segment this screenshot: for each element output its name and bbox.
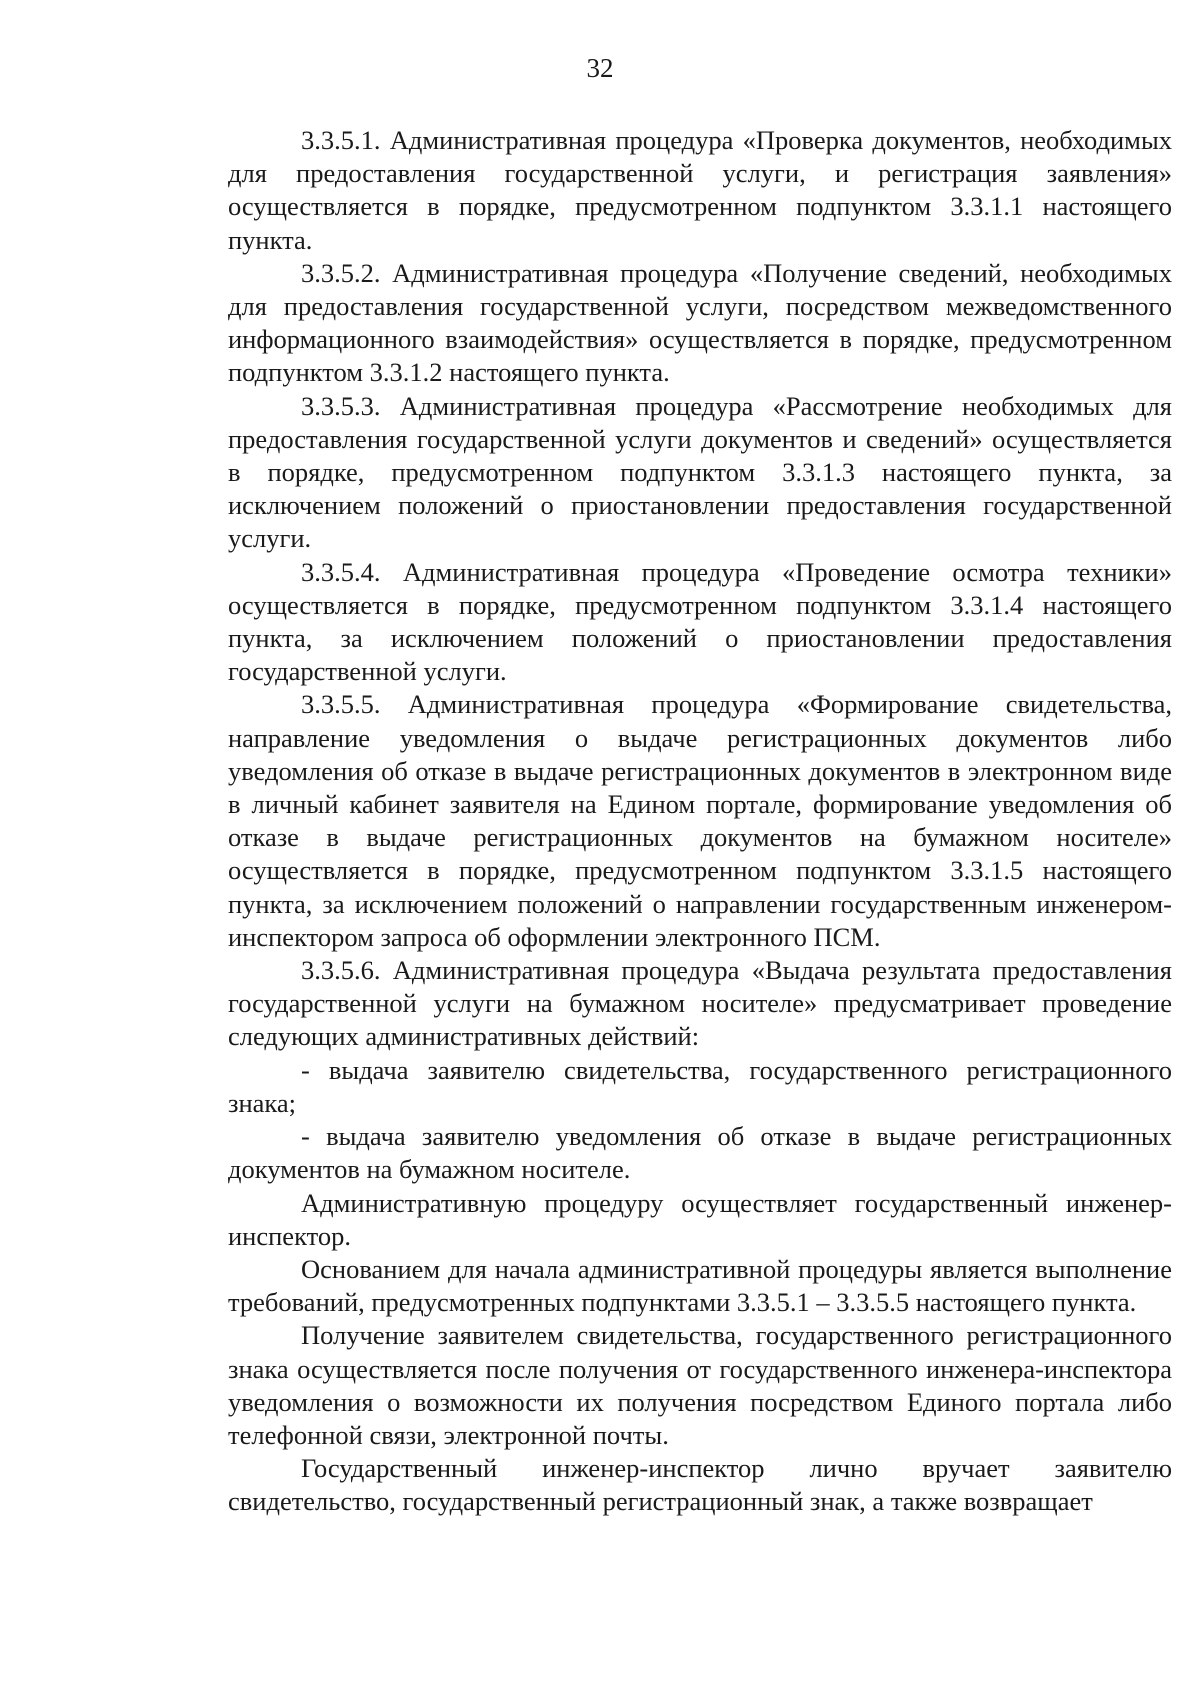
paragraph-personal-handover: Государственный инженер-инспектор лично вручает заявителю свидетельство, государственный регистрационный знак, а также возвращает	[228, 1453, 1172, 1517]
paragraph-3-3-5-4: 3.3.5.4. Административная процедура «Проведение осмотра техники» осуществляется в порядке, предусмотренном подпунктом 3.3.1.4 настоящего пункта, за исключением положений о приостановлении предоставления государственной услуги.	[228, 556, 1172, 687]
paragraph-3-3-5-2: 3.3.5.2. Административная процедура «Получение сведений, необходимых для предоставления государственной услуги, посредством межведомственного информационного взаимодействия» осуществляется в порядке, предусмотренном подпунктом 3.3.1.2 настоящего пункта.	[228, 257, 1172, 388]
paragraph-procedure-performer: Административную процедуру осуществляет государственный инженер-инспектор.	[228, 1187, 1172, 1251]
paragraph-3-3-5-5: 3.3.5.5. Административная процедура «Формирование свидетельства, направление уведомления о выдаче регистрационных документов либо уведомления об отказе в выдаче регистрационных документов в электронном виде в личный кабинет заявителя на Едином портале, формирование уведомления об отказе в выдаче регистрационных документов на бумажном носителе» осуществляется в порядке, предусмотренном подпунктом 3.3.1.5 настоящего пункта, за исключением положений о направлении государственным инженером-инспектором запроса об оформлении электронного ПСМ.	[228, 689, 1172, 952]
paragraph-3-3-5-6: 3.3.5.6. Административная процедура «Выдача результата предоставления государственной услуги на бумажном носителе» предусматривает проведение следующих административных действий:	[228, 955, 1172, 1052]
page-number: 32	[586, 53, 614, 83]
list-item-issue-refusal: - выдача заявителю уведомления об отказе в выдаче регистрационных документов на бумажном носителе.	[228, 1121, 1172, 1185]
paragraph-3-3-5-1: 3.3.5.1. Административная процедура «Проверка документов, необходимых для предоставления государственной услуги, и регистрация заявления» осуществляется в порядке, предусмотренном подпунктом 3.3.1.1 настоящего пункта.	[228, 125, 1172, 255]
document-body	[228, 124, 1172, 1519]
paragraph-procedure-basis: Основанием для начала административной процедуры является выполнение требований, предусмотренных подпунктами 3.3.5.1 – 3.3.5.5 настоящего пункта.	[228, 1253, 1172, 1318]
paragraph-receipt-conditions: Получение заявителем свидетельства, государственного регистрационного знака осуществляется после получения от государственного инженера-инспектора уведомления о возможности их получения посредством Единого портала либо телефонной связи, электронной почты.	[228, 1320, 1172, 1450]
paragraph-3-3-5-3: 3.3.5.3. Административная процедура «Рассмотрение необходимых для предоставления государственной услуги документов и сведений» осуществляется в порядке, предусмотренном подпунктом 3.3.1.3 настоящего пункта, за исключением положений о приостановлении предоставления государственной услуги.	[228, 390, 1172, 554]
list-item-issue-certificate: - выдача заявителю свидетельства, государственного регистрационного знака;	[228, 1054, 1172, 1118]
